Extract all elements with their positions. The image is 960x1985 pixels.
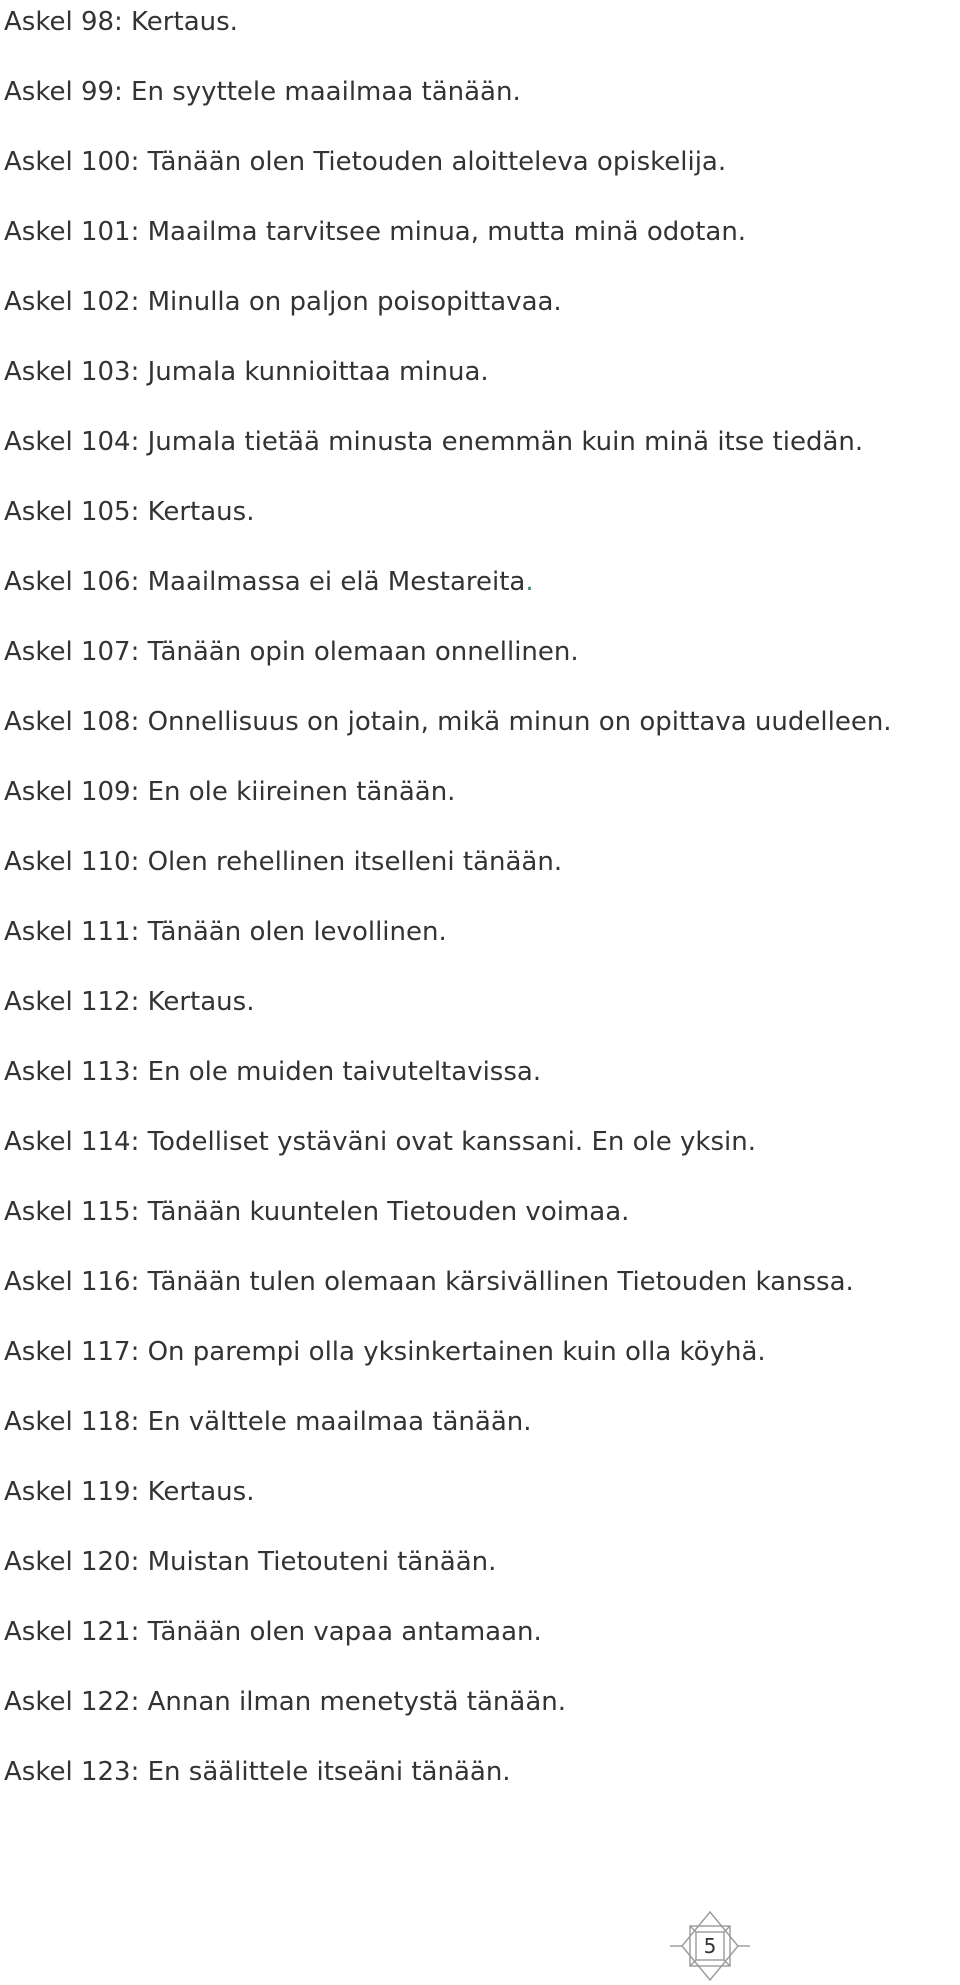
step-item: Askel 119: Kertaus.	[4, 1477, 255, 1507]
step-item: Askel 117: On parempi olla yksinkertainen kuin olla köyhä.	[4, 1337, 766, 1367]
page-number-badge	[668, 1910, 752, 1982]
step-item: Askel 102: Minulla on paljon poisopittavaa.	[4, 287, 562, 317]
step-item: Askel 99: En syyttele maailmaa tänään.	[4, 77, 521, 107]
step-item: Askel 109: En ole kiireinen tänään.	[4, 777, 456, 807]
step-item: Askel 100: Tänään olen Tietouden aloitteleva opiskelija.	[4, 147, 727, 177]
step-item: Askel 113: En ole muiden taivuteltavissa.	[4, 1057, 542, 1087]
step-item: Askel 107: Tänään opin olemaan onnellinen.	[4, 637, 579, 667]
step-item: Askel 121: Tänään olen vapaa antamaan.	[4, 1617, 542, 1647]
step-item: Askel 103: Jumala kunnioittaa minua.	[4, 357, 489, 387]
step-item: Askel 104: Jumala tietää minusta enemmän kuin minä itse tiedän.	[4, 427, 864, 457]
step-item: Askel 122: Annan ilman menetystä tänään.	[4, 1687, 566, 1717]
step-item: Askel 116: Tänään tulen olemaan kärsivällinen Tietouden kanssa.	[4, 1267, 854, 1297]
step-item: Askel 114: Todelliset ystäväni ovat kanssani. En ole yksin.	[4, 1127, 756, 1157]
step-item: Askel 115: Tänään kuuntelen Tietouden voimaa.	[4, 1197, 630, 1227]
step-item: Askel 98: Kertaus.	[4, 7, 238, 37]
accent-period: .	[525, 567, 534, 597]
step-item: Askel 118: En välttele maailmaa tänään.	[4, 1407, 532, 1437]
step-item: Askel 105: Kertaus.	[4, 497, 255, 527]
step-item: Askel 120: Muistan Tietouteni tänään.	[4, 1547, 497, 1577]
step-item: Askel 110: Olen rehellinen itselleni tänään.	[4, 847, 563, 877]
step-item: Askel 112: Kertaus.	[4, 987, 255, 1017]
step-item: Askel 108: Onnellisuus on jotain, mikä minun on opittava uudelleen.	[4, 707, 892, 737]
page-number: 5	[703, 1934, 717, 1958]
step-item: Askel 106: Maailmassa ei elä Mestareita.	[4, 567, 534, 597]
step-item: Askel 111: Tänään olen levollinen.	[4, 917, 447, 947]
step-item: Askel 123: En säälittele itseäni tänään.	[4, 1757, 511, 1787]
step-item: Askel 101: Maailma tarvitsee minua, mutta minä odotan.	[4, 217, 747, 247]
